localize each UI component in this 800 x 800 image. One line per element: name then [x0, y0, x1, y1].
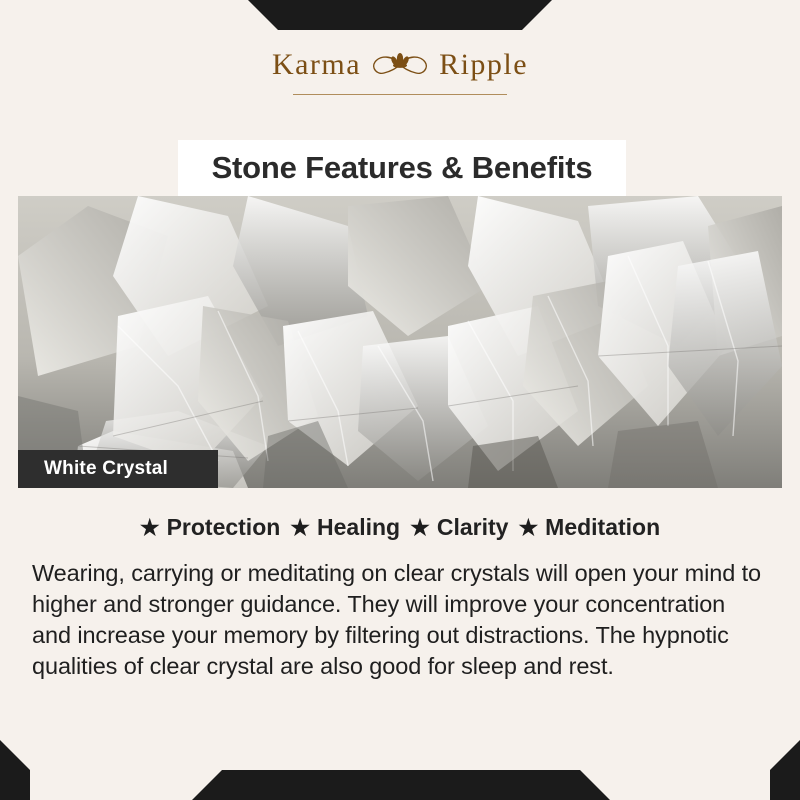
benefit-label: Protection: [166, 514, 281, 540]
star-icon: ★: [290, 514, 311, 540]
photo-caption-text: White Crystal: [44, 458, 169, 479]
photo-caption: [18, 450, 218, 488]
star-icon: ★: [410, 514, 430, 540]
benefit-item: [518, 514, 660, 541]
benefits-list: [0, 514, 800, 541]
benefit-item: [140, 514, 280, 541]
page-title: [178, 140, 626, 196]
benefit-item: [290, 514, 400, 541]
white-crystal-cluster-photo: [18, 196, 782, 488]
brand-name-right: Ripple: [439, 48, 529, 81]
lotus-infinity-icon: [367, 48, 433, 82]
benefit-label: Clarity: [436, 514, 509, 540]
benefit-item: [410, 514, 508, 541]
page-title-text: Stone Features & Benefits: [211, 150, 593, 185]
description-text: Wearing, carrying or meditating on clear crystals will open your mind to higher and stronger guidance. They will improve your concentration and increase your memory by filtering out distractions. The hypnotic qualities of clear crystal are also good for sleep and rest.: [32, 560, 762, 679]
star-icon: ★: [139, 514, 160, 540]
star-icon: ★: [518, 514, 539, 540]
logo-underline: [293, 94, 507, 95]
benefit-label: Healing: [317, 514, 401, 540]
benefit-label: Meditation: [545, 514, 661, 540]
brand-logo: [0, 48, 800, 82]
brand-name-left: Karma: [271, 48, 362, 81]
